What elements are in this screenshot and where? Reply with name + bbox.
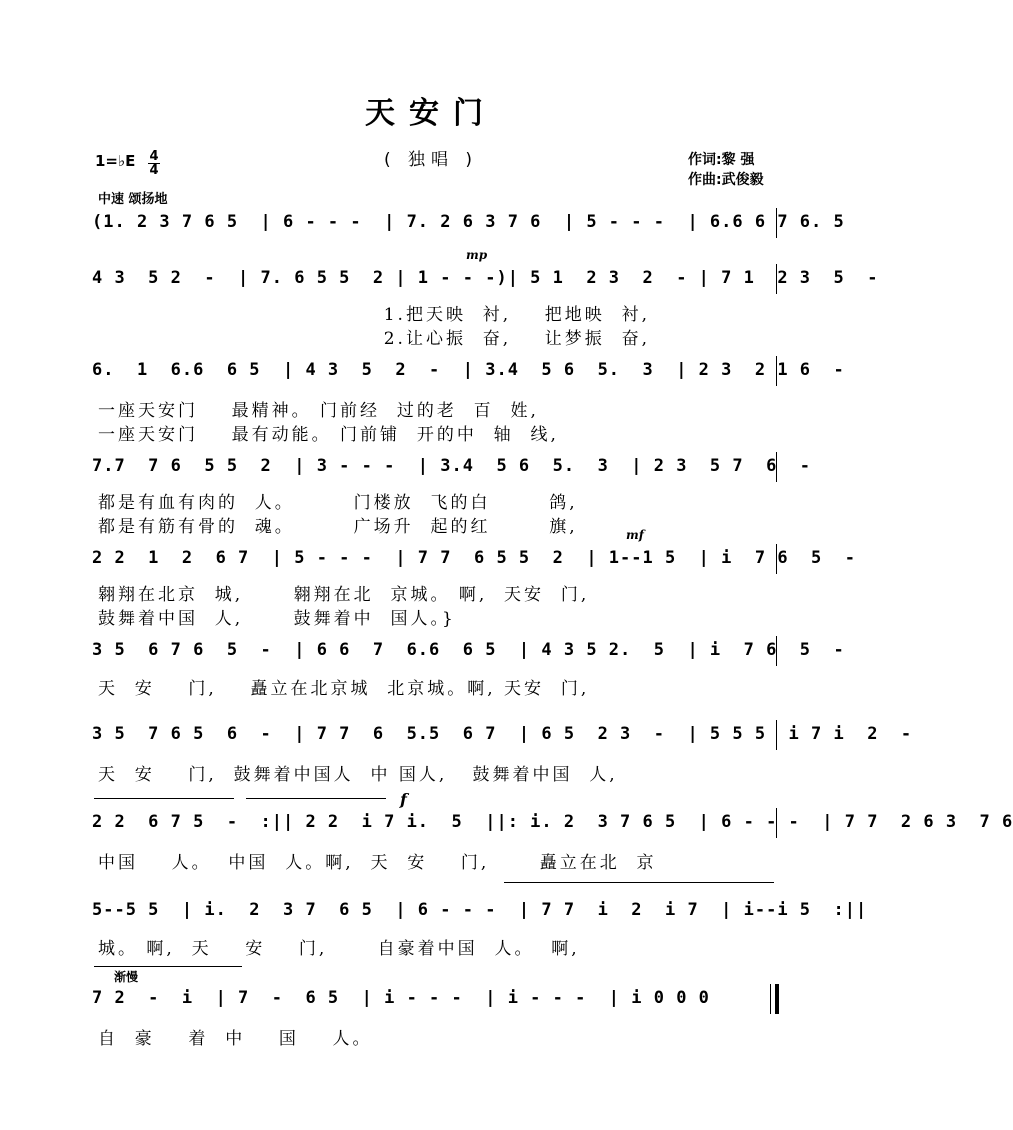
lyric-line: 天 安 门, 鼓舞着中国人 中 国人, 鼓舞着中国 人, xyxy=(98,765,618,785)
key-signature: 1=♭E xyxy=(95,152,136,170)
notation-line: 2 2 6 7 5 - :|| 2 2 i 7 i. 5 ||: i. 2 3 7 6 5 | 6 - - - | 7 7 2 6 3 7 6 xyxy=(92,812,1013,832)
barline xyxy=(776,208,777,238)
lyric-verse-1: 翱翔在北京 城, 翱翔在北 京城。 啊, 天安 门, xyxy=(98,585,590,605)
lyric-verse-1: 都是有血有肉的 人。 门楼放 飞的白 鸽, xyxy=(98,493,578,513)
barline xyxy=(776,636,777,666)
final-barline xyxy=(770,984,779,1014)
dynamic-mark: mf xyxy=(626,528,644,542)
lyric-verse-2: 一座天安门 最有动能。 门前铺 开的中 轴 线, xyxy=(98,425,559,445)
volta-bracket-1 xyxy=(504,882,774,883)
time-signature-top: 4 xyxy=(149,149,159,164)
volta-bracket-1 xyxy=(94,798,234,799)
time-signature xyxy=(148,150,160,177)
notation-line: 2 2 1 2 6 7 | 5 - - - | 7 7 6 5 5 2 | 1--1 5 | i 7 6 5 - xyxy=(92,548,856,568)
notation-line: 7.7 7 6 5 5 2 | 3 - - - | 3.4 5 6 5. 3 | 2 3 5 7 6 - xyxy=(92,456,812,476)
barline xyxy=(776,544,777,574)
lyric-verse-2: 都是有筋有骨的 魂。 广场升 起的红 旗, xyxy=(98,517,578,537)
notation-line: 7 2 - i | 7 - 6 5 | i - - - | i - - - | i 0 0 0 xyxy=(92,988,710,1008)
song-title: 天安门 xyxy=(365,96,497,131)
barline xyxy=(776,356,777,386)
barline xyxy=(776,264,777,294)
notation-line: 6. 1 6.6 6 5 | 4 3 5 2 - | 3.4 5 6 5. 3 | 2 3 2 1 6 - xyxy=(92,360,845,380)
notation-line: (1. 2 3 7 6 5 | 6 - - - | 7. 2 6 3 7 6 | 5 - - - | 6.6 6 7 6. 5 xyxy=(92,212,845,232)
lyric-line: 城。 啊, 天 安 门, 自豪着中国 人。 啊, xyxy=(98,939,580,959)
lyric-verse-1: 一座天安门 最精神。 门前经 过的老 百 姓, xyxy=(98,401,539,421)
tempo-marking: 中速 颂扬地 xyxy=(98,192,168,207)
dynamic-mark: f xyxy=(400,790,407,809)
notation-line: 5--5 5 | i. 2 3 7 6 5 | 6 - - - | 7 7 i 2 i 7 | i--i 5 :|| xyxy=(92,900,868,920)
lyric-verse-1: 1.把天映 衬, 把地映 衬, xyxy=(98,305,650,325)
lyric-verse-2: 鼓舞着中国 人, 鼓舞着中 国人。} xyxy=(98,609,456,629)
time-signature-bottom: 4 xyxy=(149,163,159,178)
lyric-line: 天 安 门, 矗立在北京城 北京城。啊, 天安 门, xyxy=(98,679,590,699)
score-row-10 xyxy=(0,970,862,1116)
volta-bracket-2 xyxy=(94,966,242,967)
notation-line: 3 5 6 7 6 5 - | 6 6 7 6.6 6 5 | 4 3 5 2. 5 | i 7 6 5 - xyxy=(92,640,845,660)
barline xyxy=(776,452,777,482)
dynamic-mark: mp xyxy=(466,248,488,262)
barline xyxy=(776,720,777,750)
volta-bracket-2 xyxy=(246,798,386,799)
notation-line: 3 5 7 6 5 6 - | 7 7 6 5.5 6 7 | 6 5 2 3 - | 5 5 5 i 7 i 2 - xyxy=(92,724,913,744)
credits xyxy=(688,150,764,190)
composer: 作曲:武俊毅 xyxy=(688,172,764,188)
lyric-line: 自 豪 着 中 国 人。 xyxy=(98,1029,373,1049)
barline xyxy=(776,808,777,838)
performance-type: ( 独唱 ) xyxy=(383,150,479,170)
lyric-verse-2: 2.让心振 奋, 让梦振 奋, xyxy=(98,329,650,349)
lyricist: 作词:黎 强 xyxy=(688,152,755,168)
lyric-line: 中国 人。 中国 人。啊, 天 安 门, 矗立在北 京 xyxy=(98,853,657,873)
notation-line: 4 3 5 2 - | 7. 6 5 5 2 | 1 - - -)| 5 1 2 3 2 - | 7 1 2 3 5 - xyxy=(92,268,879,288)
tempo-change-mark: 渐慢 xyxy=(114,970,139,984)
